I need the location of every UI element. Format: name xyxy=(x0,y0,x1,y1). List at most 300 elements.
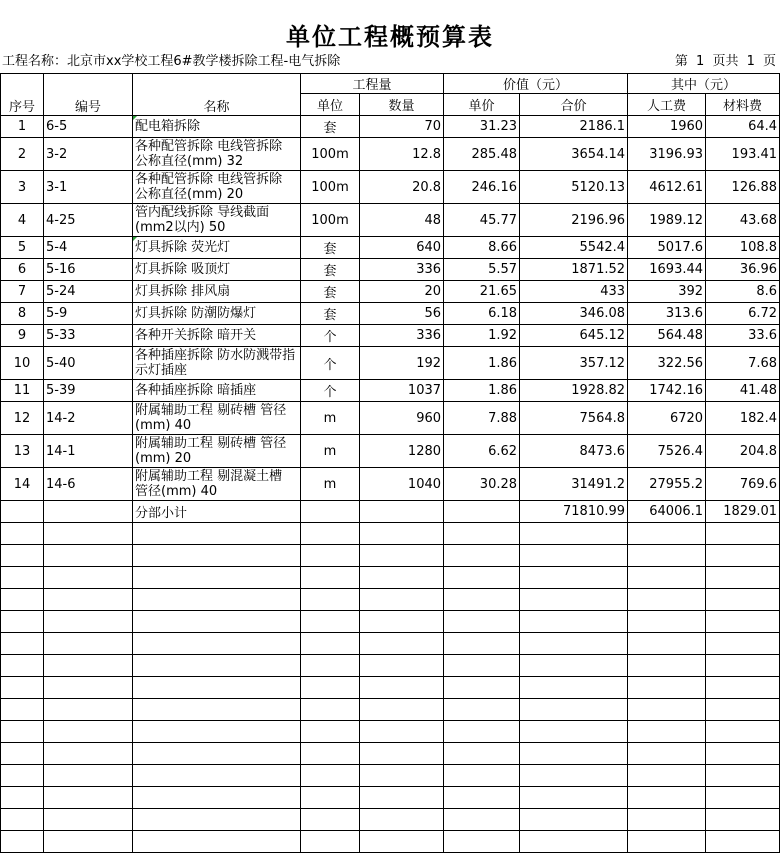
empty-cell[interactable] xyxy=(44,611,133,633)
empty-cell[interactable] xyxy=(444,545,520,567)
empty-cell[interactable] xyxy=(133,699,301,721)
header-among-group: 其中（元） xyxy=(628,74,780,94)
empty-cell[interactable] xyxy=(444,611,520,633)
empty-cell[interactable] xyxy=(444,809,520,831)
cell-code[interactable]: 3-2 xyxy=(44,138,133,171)
empty-cell[interactable] xyxy=(301,567,360,589)
cell-labor[interactable]: 4612.61 xyxy=(628,171,706,204)
cell-total[interactable]: 31491.2 xyxy=(520,468,628,501)
empty-cell[interactable] xyxy=(520,721,628,743)
empty-cell[interactable] xyxy=(133,787,301,809)
empty-cell[interactable] xyxy=(706,809,780,831)
empty-cell[interactable] xyxy=(706,633,780,655)
empty-cell[interactable] xyxy=(520,699,628,721)
cell-seq[interactable]: 1 xyxy=(1,116,44,138)
cell-material[interactable]: 8.6 xyxy=(706,281,780,303)
empty-cell[interactable] xyxy=(628,743,706,765)
empty-row xyxy=(1,787,780,809)
cell-code[interactable] xyxy=(44,501,133,523)
cell-seq[interactable]: 4 xyxy=(1,204,44,237)
cell-code[interactable]: 3-1 xyxy=(44,171,133,204)
empty-cell[interactable] xyxy=(628,765,706,787)
cell-labor[interactable]: 1693.44 xyxy=(628,259,706,281)
empty-cell[interactable] xyxy=(1,523,44,545)
empty-cell[interactable] xyxy=(520,677,628,699)
cell-name[interactable]: 管内配线拆除 导线截面(mm2以内) 50 xyxy=(133,204,301,237)
empty-cell[interactable] xyxy=(44,655,133,677)
empty-cell[interactable] xyxy=(628,589,706,611)
cell-labor[interactable]: 322.56 xyxy=(628,347,706,380)
cell-qty[interactable]: 1040 xyxy=(360,468,444,501)
header-total: 合价 xyxy=(520,94,628,116)
cell-unit[interactable]: m xyxy=(301,435,360,468)
empty-cell[interactable] xyxy=(628,567,706,589)
empty-cell[interactable] xyxy=(360,523,444,545)
empty-cell[interactable] xyxy=(444,633,520,655)
table-row xyxy=(1,435,780,468)
cell-total[interactable]: 346.08 xyxy=(520,303,628,325)
empty-cell[interactable] xyxy=(44,831,133,853)
empty-cell[interactable] xyxy=(44,787,133,809)
empty-cell[interactable] xyxy=(444,567,520,589)
cell-total[interactable]: 7564.8 xyxy=(520,402,628,435)
empty-cell[interactable] xyxy=(706,787,780,809)
cell-unit-price[interactable]: 246.16 xyxy=(444,171,520,204)
empty-cell[interactable] xyxy=(44,523,133,545)
empty-cell[interactable] xyxy=(1,743,44,765)
empty-cell[interactable] xyxy=(360,809,444,831)
cell-unit-price[interactable]: 30.28 xyxy=(444,468,520,501)
cell-total[interactable]: 8473.6 xyxy=(520,435,628,468)
empty-cell[interactable] xyxy=(360,633,444,655)
cell-labor[interactable]: 3196.93 xyxy=(628,138,706,171)
cell-qty[interactable]: 192 xyxy=(360,347,444,380)
empty-cell[interactable] xyxy=(44,567,133,589)
empty-cell[interactable] xyxy=(133,545,301,567)
empty-cell[interactable] xyxy=(520,545,628,567)
empty-cell[interactable] xyxy=(706,655,780,677)
empty-cell[interactable] xyxy=(520,523,628,545)
empty-cell[interactable] xyxy=(444,831,520,853)
header-unit-price: 单价 xyxy=(444,94,520,116)
empty-cell[interactable] xyxy=(628,831,706,853)
empty-cell[interactable] xyxy=(520,655,628,677)
empty-cell[interactable] xyxy=(628,545,706,567)
subtotal-label[interactable]: 分部小计 xyxy=(133,501,301,523)
table-row xyxy=(1,380,780,402)
cell-unit[interactable]: 个 xyxy=(301,347,360,380)
cell-seq[interactable]: 7 xyxy=(1,281,44,303)
cell-seq[interactable]: 14 xyxy=(1,468,44,501)
project-name: 工程名称：北京市xx学校工程6#教学楼拆除工程-电气拆除 xyxy=(2,54,341,69)
empty-cell[interactable] xyxy=(44,743,133,765)
cell-seq[interactable]: 12 xyxy=(1,402,44,435)
empty-cell[interactable] xyxy=(520,787,628,809)
empty-cell[interactable] xyxy=(628,787,706,809)
table-row xyxy=(1,347,780,380)
empty-cell[interactable] xyxy=(520,765,628,787)
cell-labor[interactable]: 392 xyxy=(628,281,706,303)
empty-cell[interactable] xyxy=(133,721,301,743)
table-row xyxy=(1,138,780,171)
table-row xyxy=(1,237,780,259)
empty-cell[interactable] xyxy=(628,809,706,831)
empty-cell[interactable] xyxy=(444,699,520,721)
cell-unit-price[interactable]: 31.23 xyxy=(444,116,520,138)
empty-cell[interactable] xyxy=(628,611,706,633)
empty-cell[interactable] xyxy=(301,633,360,655)
cell-seq[interactable]: 13 xyxy=(1,435,44,468)
empty-cell[interactable] xyxy=(133,765,301,787)
cell-material[interactable]: 6.72 xyxy=(706,303,780,325)
cell-name[interactable]: 各种配管拆除 电线管拆除 公称直径(mm) 32 xyxy=(133,138,301,171)
subtotal-row xyxy=(1,501,780,523)
cell-total[interactable]: 3654.14 xyxy=(520,138,628,171)
empty-cell[interactable] xyxy=(133,567,301,589)
empty-row xyxy=(1,765,780,787)
cell-name[interactable]: 灯具拆除 吸顶灯 xyxy=(133,259,301,281)
empty-cell[interactable] xyxy=(133,743,301,765)
table-row xyxy=(1,171,780,204)
header-unit: 单位 xyxy=(301,94,360,116)
cell-qty[interactable]: 20 xyxy=(360,281,444,303)
cell-labor[interactable]: 5017.6 xyxy=(628,237,706,259)
cell-name[interactable]: 灯具拆除 荧光灯 xyxy=(133,237,301,259)
empty-cell[interactable] xyxy=(360,721,444,743)
cell-labor[interactable]: 1989.12 xyxy=(628,204,706,237)
subtotal-total[interactable]: 71810.99 xyxy=(520,501,628,523)
empty-cell[interactable] xyxy=(1,545,44,567)
cell-unit[interactable]: m xyxy=(301,402,360,435)
cell-code[interactable]: 14-1 xyxy=(44,435,133,468)
cell-code[interactable]: 5-39 xyxy=(44,380,133,402)
empty-row xyxy=(1,611,780,633)
cell-unit[interactable]: 套 xyxy=(301,303,360,325)
empty-cell[interactable] xyxy=(133,523,301,545)
empty-row xyxy=(1,699,780,721)
cell-name[interactable]: 各种插座拆除 防水防溅带指示灯插座 xyxy=(133,347,301,380)
empty-cell[interactable] xyxy=(301,699,360,721)
empty-cell[interactable] xyxy=(520,809,628,831)
cell-unit-price[interactable]: 45.77 xyxy=(444,204,520,237)
cell-seq[interactable]: 6 xyxy=(1,259,44,281)
empty-cell[interactable] xyxy=(706,831,780,853)
cell-seq[interactable]: 3 xyxy=(1,171,44,204)
cell-labor[interactable]: 1742.16 xyxy=(628,380,706,402)
cell-qty[interactable]: 960 xyxy=(360,402,444,435)
cell-material[interactable]: 126.88 xyxy=(706,171,780,204)
cell-unit[interactable]: 套 xyxy=(301,116,360,138)
empty-cell[interactable] xyxy=(1,765,44,787)
empty-cell[interactable] xyxy=(44,699,133,721)
cell-total[interactable]: 433 xyxy=(520,281,628,303)
empty-row xyxy=(1,655,780,677)
empty-cell[interactable] xyxy=(1,633,44,655)
subtotal-material[interactable]: 1829.01 xyxy=(706,501,780,523)
empty-row xyxy=(1,831,780,853)
cell-total[interactable]: 2186.1 xyxy=(520,116,628,138)
empty-cell[interactable] xyxy=(360,567,444,589)
cell-code[interactable]: 5-33 xyxy=(44,325,133,347)
empty-cell[interactable] xyxy=(628,677,706,699)
cell-unit-price[interactable]: 1.86 xyxy=(444,380,520,402)
cell-name[interactable]: 各种开关拆除 暗开关 xyxy=(133,325,301,347)
empty-cell[interactable] xyxy=(360,655,444,677)
empty-cell[interactable] xyxy=(706,523,780,545)
cell-name[interactable]: 各种配管拆除 电线管拆除 公称直径(mm) 20 xyxy=(133,171,301,204)
cell-qty[interactable]: 12.8 xyxy=(360,138,444,171)
empty-cell[interactable] xyxy=(520,831,628,853)
cell-seq[interactable]: 9 xyxy=(1,325,44,347)
table-row xyxy=(1,468,780,501)
subtotal-labor[interactable]: 64006.1 xyxy=(628,501,706,523)
cell-material[interactable]: 36.96 xyxy=(706,259,780,281)
cell-qty[interactable]: 336 xyxy=(360,325,444,347)
empty-cell[interactable] xyxy=(1,787,44,809)
empty-cell[interactable] xyxy=(706,765,780,787)
header-code: 编号 xyxy=(44,74,133,116)
cell-material[interactable]: 204.8 xyxy=(706,435,780,468)
cell-seq[interactable] xyxy=(1,501,44,523)
cell-unit-price[interactable]: 1.86 xyxy=(444,347,520,380)
empty-cell[interactable] xyxy=(706,721,780,743)
empty-cell[interactable] xyxy=(628,655,706,677)
cell-seq[interactable]: 5 xyxy=(1,237,44,259)
empty-cell[interactable] xyxy=(1,721,44,743)
cell-labor[interactable]: 1960 xyxy=(628,116,706,138)
cell-seq[interactable]: 11 xyxy=(1,380,44,402)
cell-code[interactable]: 5-40 xyxy=(44,347,133,380)
empty-cell[interactable] xyxy=(444,787,520,809)
empty-cell[interactable] xyxy=(520,743,628,765)
cell-code[interactable]: 5-4 xyxy=(44,237,133,259)
cell-unit-price[interactable]: 7.88 xyxy=(444,402,520,435)
table-row xyxy=(1,325,780,347)
empty-cell[interactable] xyxy=(1,655,44,677)
cell-unit[interactable]: 套 xyxy=(301,259,360,281)
empty-cell[interactable] xyxy=(301,809,360,831)
empty-cell[interactable] xyxy=(133,677,301,699)
cell-total[interactable]: 357.12 xyxy=(520,347,628,380)
empty-cell[interactable] xyxy=(520,567,628,589)
empty-cell[interactable] xyxy=(1,699,44,721)
empty-cell[interactable] xyxy=(301,787,360,809)
cell-material[interactable]: 108.8 xyxy=(706,237,780,259)
cell-unit-price[interactable]: 6.18 xyxy=(444,303,520,325)
empty-cell[interactable] xyxy=(444,721,520,743)
empty-cell[interactable] xyxy=(706,743,780,765)
empty-cell[interactable] xyxy=(1,677,44,699)
cell-unit-price[interactable]: 285.48 xyxy=(444,138,520,171)
cell-unit[interactable]: 100m xyxy=(301,171,360,204)
cell-material[interactable]: 182.4 xyxy=(706,402,780,435)
cell-qty[interactable]: 48 xyxy=(360,204,444,237)
empty-cell[interactable] xyxy=(133,809,301,831)
empty-cell[interactable] xyxy=(360,699,444,721)
cell-seq[interactable]: 8 xyxy=(1,303,44,325)
cell-total[interactable]: 1871.52 xyxy=(520,259,628,281)
empty-cell[interactable] xyxy=(444,655,520,677)
cell-qty[interactable]: 640 xyxy=(360,237,444,259)
empty-cell[interactable] xyxy=(301,677,360,699)
empty-cell[interactable] xyxy=(301,589,360,611)
empty-row xyxy=(1,721,780,743)
cell-code[interactable]: 14-2 xyxy=(44,402,133,435)
cell-unit-price[interactable]: 8.66 xyxy=(444,237,520,259)
empty-cell[interactable] xyxy=(520,611,628,633)
empty-cell[interactable] xyxy=(301,655,360,677)
empty-cell[interactable] xyxy=(706,589,780,611)
empty-cell[interactable] xyxy=(301,545,360,567)
empty-cell[interactable] xyxy=(706,699,780,721)
cell-name[interactable]: 各种插座拆除 暗插座 xyxy=(133,380,301,402)
cell-material[interactable]: 43.68 xyxy=(706,204,780,237)
empty-cell[interactable] xyxy=(360,677,444,699)
cell-material[interactable]: 64.4 xyxy=(706,116,780,138)
empty-row xyxy=(1,633,780,655)
cell-qty[interactable]: 1037 xyxy=(360,380,444,402)
cell-labor[interactable]: 27955.2 xyxy=(628,468,706,501)
cell-name[interactable]: 灯具拆除 排风扇 xyxy=(133,281,301,303)
empty-cell[interactable] xyxy=(520,633,628,655)
cell-name[interactable]: 灯具拆除 防潮防爆灯 xyxy=(133,303,301,325)
cell-material[interactable]: 769.6 xyxy=(706,468,780,501)
cell-unit[interactable]: 100m xyxy=(301,204,360,237)
cell-labor[interactable]: 7526.4 xyxy=(628,435,706,468)
empty-cell[interactable] xyxy=(360,831,444,853)
empty-cell[interactable] xyxy=(360,765,444,787)
cell-material[interactable]: 41.48 xyxy=(706,380,780,402)
empty-cell[interactable] xyxy=(44,633,133,655)
empty-cell[interactable] xyxy=(1,831,44,853)
cell-qty[interactable]: 1280 xyxy=(360,435,444,468)
cell-unit[interactable]: 套 xyxy=(301,237,360,259)
empty-cell[interactable] xyxy=(706,545,780,567)
cell-material[interactable]: 193.41 xyxy=(706,138,780,171)
empty-cell[interactable] xyxy=(44,589,133,611)
empty-cell[interactable] xyxy=(301,831,360,853)
cell-labor[interactable]: 564.48 xyxy=(628,325,706,347)
cell-unit[interactable]: 套 xyxy=(301,281,360,303)
cell-labor[interactable]: 313.6 xyxy=(628,303,706,325)
cell-unit[interactable]: 个 xyxy=(301,325,360,347)
cell-unit[interactable]: 个 xyxy=(301,380,360,402)
empty-cell[interactable] xyxy=(628,721,706,743)
empty-cell[interactable] xyxy=(301,765,360,787)
cell-seq[interactable]: 10 xyxy=(1,347,44,380)
cell-code[interactable]: 5-9 xyxy=(44,303,133,325)
cell-name[interactable]: 附属辅助工程 剔砖槽 管径(mm) 40 xyxy=(133,402,301,435)
cell-unit[interactable]: 100m xyxy=(301,138,360,171)
empty-cell[interactable] xyxy=(133,831,301,853)
empty-cell[interactable] xyxy=(1,611,44,633)
header-value-group: 价值（元） xyxy=(444,74,628,94)
empty-cell[interactable] xyxy=(44,765,133,787)
empty-cell[interactable] xyxy=(44,545,133,567)
cell-qty[interactable]: 70 xyxy=(360,116,444,138)
cell-unit-price[interactable]: 21.65 xyxy=(444,281,520,303)
empty-cell[interactable] xyxy=(444,765,520,787)
empty-cell[interactable] xyxy=(301,523,360,545)
empty-cell[interactable] xyxy=(301,611,360,633)
cell-code[interactable]: 4-25 xyxy=(44,204,133,237)
empty-cell[interactable] xyxy=(301,721,360,743)
empty-cell[interactable] xyxy=(444,677,520,699)
header-labor: 人工费 xyxy=(628,94,706,116)
cell-code[interactable]: 5-16 xyxy=(44,259,133,281)
cell-unit[interactable]: m xyxy=(301,468,360,501)
empty-cell[interactable] xyxy=(444,589,520,611)
cell-material[interactable]: 33.6 xyxy=(706,325,780,347)
empty-cell[interactable] xyxy=(360,545,444,567)
cell-name[interactable]: 配电箱拆除 xyxy=(133,116,301,138)
empty-row xyxy=(1,523,780,545)
cell-unit-price[interactable]: 1.92 xyxy=(444,325,520,347)
cell-unit[interactable] xyxy=(301,501,360,523)
empty-cell[interactable] xyxy=(44,809,133,831)
empty-cell[interactable] xyxy=(628,633,706,655)
cell-seq[interactable]: 2 xyxy=(1,138,44,171)
cell-code[interactable]: 14-6 xyxy=(44,468,133,501)
empty-cell[interactable] xyxy=(133,633,301,655)
empty-cell[interactable] xyxy=(44,677,133,699)
empty-cell[interactable] xyxy=(706,611,780,633)
empty-cell[interactable] xyxy=(133,611,301,633)
cell-total[interactable]: 645.12 xyxy=(520,325,628,347)
cell-total[interactable]: 5542.4 xyxy=(520,237,628,259)
cell-total[interactable]: 2196.96 xyxy=(520,204,628,237)
empty-cell[interactable] xyxy=(444,523,520,545)
empty-cell[interactable] xyxy=(706,567,780,589)
cell-code[interactable]: 5-24 xyxy=(44,281,133,303)
empty-cell[interactable] xyxy=(706,677,780,699)
empty-cell[interactable] xyxy=(133,589,301,611)
cell-labor[interactable]: 6720 xyxy=(628,402,706,435)
empty-cell[interactable] xyxy=(360,611,444,633)
cell-total[interactable]: 1928.82 xyxy=(520,380,628,402)
header-row-top xyxy=(1,74,780,94)
empty-cell[interactable] xyxy=(628,523,706,545)
cell-unit-price[interactable]: 6.62 xyxy=(444,435,520,468)
empty-cell[interactable] xyxy=(360,787,444,809)
empty-cell[interactable] xyxy=(360,589,444,611)
header-qty: 数量 xyxy=(360,94,444,116)
table-row xyxy=(1,281,780,303)
empty-cell[interactable] xyxy=(1,589,44,611)
empty-cell[interactable] xyxy=(444,743,520,765)
empty-cell[interactable] xyxy=(44,721,133,743)
empty-cell[interactable] xyxy=(628,699,706,721)
cell-code[interactable]: 6-5 xyxy=(44,116,133,138)
empty-cell[interactable] xyxy=(1,567,44,589)
cell-total[interactable]: 5120.13 xyxy=(520,171,628,204)
cell-material[interactable]: 7.68 xyxy=(706,347,780,380)
empty-cell[interactable] xyxy=(301,743,360,765)
empty-cell[interactable] xyxy=(360,743,444,765)
cell-unit-price[interactable]: 5.57 xyxy=(444,259,520,281)
cell-unit-price[interactable] xyxy=(444,501,520,523)
cell-qty[interactable]: 56 xyxy=(360,303,444,325)
empty-cell[interactable] xyxy=(133,655,301,677)
empty-row xyxy=(1,567,780,589)
cell-qty[interactable]: 20.8 xyxy=(360,171,444,204)
cell-qty[interactable] xyxy=(360,501,444,523)
empty-cell[interactable] xyxy=(520,589,628,611)
cell-qty[interactable]: 336 xyxy=(360,259,444,281)
cell-name[interactable]: 附属辅助工程 剔混凝土槽 管径(mm) 40 xyxy=(133,468,301,501)
cell-name[interactable]: 附属辅助工程 剔砖槽 管径(mm) 20 xyxy=(133,435,301,468)
empty-cell[interactable] xyxy=(1,809,44,831)
